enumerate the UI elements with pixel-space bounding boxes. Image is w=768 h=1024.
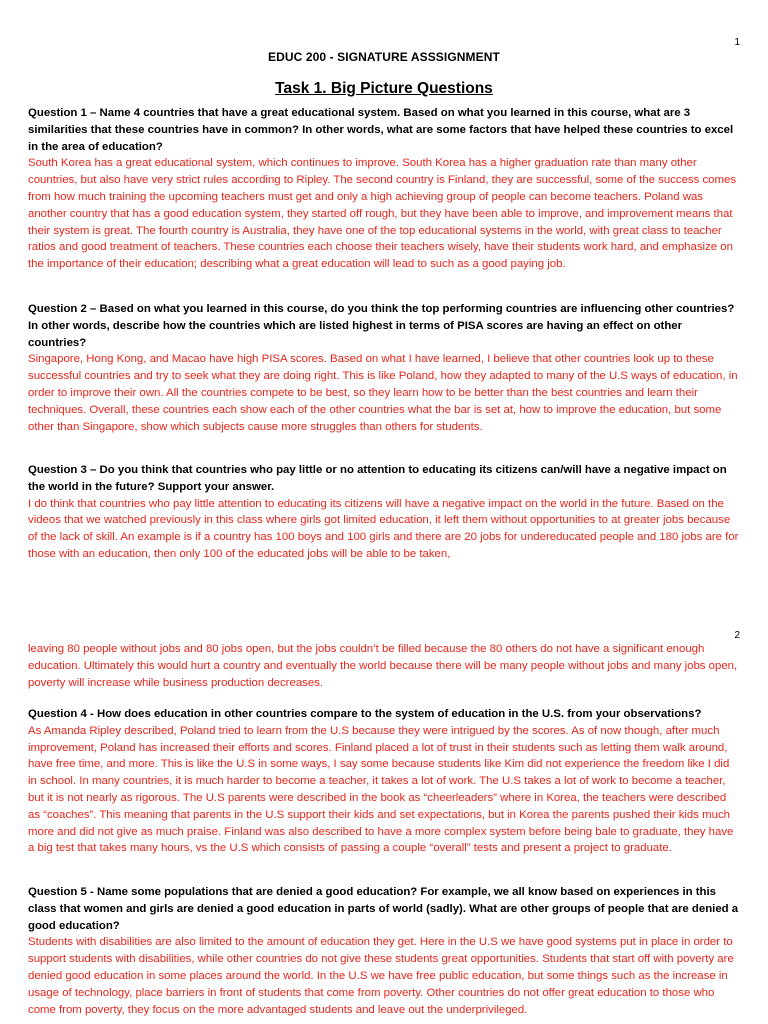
answer-2: Singapore, Hong Kong, and Macao have high PISA scores. Based on what I have learned, I believe that other countries look up to these successful countries and try to seek what they are doing right. This is like Poland, how they adapted to many of the U.S ways of education, in order to improve their own. All the countries compete to be best, so they learn how to be better than the best countries and learn their techniques. Overall, these countries each show each of the other countries what the bar is set at, how to improve the education, but some other than Singapore, show which subjects cause more struggles than others for students. — [28, 353, 738, 433]
question-5-block — [28, 884, 740, 1018]
task-title: Task 1. Big Picture Questions — [275, 80, 493, 97]
document-header: EDUC 200 - SIGNATURE ASSSIGNMENT — [268, 50, 500, 64]
question-1-block — [28, 105, 740, 273]
question-2: Question 2 – Based on what you learned in this course, do you think the top performing countries are influencing other countries? In other words, describe how the countries which are listed highest in terms of PISA scores are having an effect on other countries? — [28, 303, 735, 349]
question-5: Question 5 - Name some populations that are denied a good education? For example, we all know based on experiences in this class that women and girls are denied a good education in parts of world (sadly). What are other groups of people that are denied a good education? — [28, 886, 739, 932]
answer-4: As Amanda Ripley described, Poland tried to learn from the U.S because they were intrigued by the scores. As of now though, after much improvement, Poland has increased their efforts and scores. Finland placed a lot of trust in their students such as letting them walk around, have free time, and more. This is like the U.S in some ways, I say some because students like Kim did not experience the freedom like I did in school. In many countries, it is much harder to become a teacher, it takes a lot of work. The U.S takes a lot of work to become a teacher, but it is not nearly as rigorous. The U.S parents were described in the book as “cheerleaders” where in Korea, the teachers were described as “coaches”. This meaning that parents in the U.S support their kids and set expectations, but in Korea the parents pushed their kids much more and did not give as much praise. Finland was also described to have a more complex system before being bale to graduate, they have a big test that takes many hours, vs the U.S which consists of passing a couple “overall” tests and present a project to graduate. — [28, 724, 734, 855]
answer-3: I do think that countries who pay little attention to educating its citizens will have a negative impact on the world in the future. Based on the videos that we watched previously in this class where girls got limited education, it left them without opportunities to at greater jobs because of the lack of skill. An example is if a country has 100 boys and 100 girls and there are 20 jobs for undereducated people and 180 jobs are for those with an education, then only 100 of the educated jobs will be able to be taken, — [28, 497, 739, 560]
page-number: 1 — [734, 37, 740, 48]
answer-1: South Korea has a great educational system, which continues to improve. South Korea has a higher graduation rate than many other countries, but also have very strict rules according to Ripley. The second country is Finland, they are successful, some of the success comes from how much training the upcoming teachers must get and only a high achieving group of people can become teachers. Poland was another country that has a good education system, they started off rough, but they have been able to improve, and improvement means that their system is great. The fourth country is Australia, they have one of the top educational systems in the world, with great class to teacher ratios and good treatment of teachers. These countries each choose their teachers wisely, have their students work hard, and emphasize on the importance of their education; describing what a great education will lead to such as a good paying job. — [28, 157, 737, 271]
question-3-block — [28, 462, 740, 563]
answer-3-continued-block — [28, 641, 740, 691]
question-2-block — [28, 301, 740, 435]
question-4: Question 4 - How does education in other countries compare to the system of education in the U.S. from your observations? — [28, 708, 702, 720]
answer-5: Students with disabilities are also limited to the amount of education they get. Here in the U.S we have good systems put in place in order to support students with disabilities, while other countries do not give these students great opportunities. Students that start off with poverty are denied good education in some places around the world. In the U.S we have free public education, but some things such as the increase in usage of technology, place barriers in front of students that come from poverty. Other countries do not offer great education to those who come from poverty, they focus on the more advantaged students and leave out the underprivileged. — [28, 936, 734, 1016]
question-1: Question 1 – Name 4 countries that have a great educational system. Based on what you learned in this course, what are 3 similarities that these countries have in common? In other words, what are some factors that have helped these countries to excel in the area of education? — [28, 107, 734, 153]
question-4-block — [28, 706, 740, 857]
document-page-2 — [0, 620, 768, 1024]
page-number: 2 — [734, 630, 740, 641]
answer-3-continued: leaving 80 people without jobs and 80 jobs open, but the jobs couldn’t be filled because the 80 others do not have a significant enough education. Ultimately this would hurt a country and eventually the world because there will be many people without jobs and many jobs open, poverty will increase while business production decreases. — [28, 643, 738, 689]
question-3: Question 3 – Do you think that countries who pay little or no attention to educating its citizens can/will have a negative impact on the world in the future? Support your answer. — [28, 464, 727, 493]
